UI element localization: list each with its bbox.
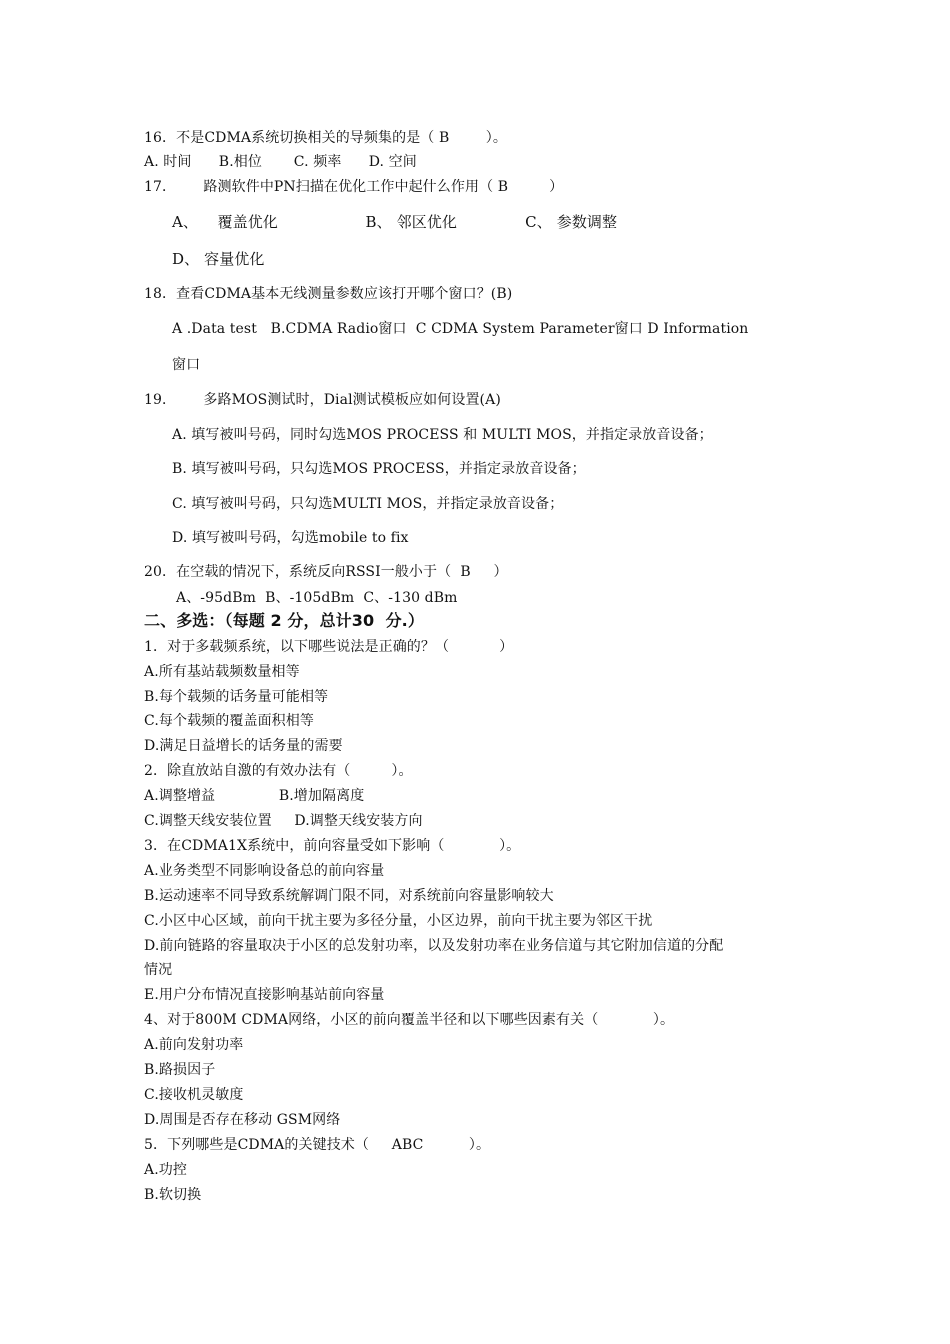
mc-question-1-text: 1．对于多载频系统，以下哪些说法是正确的？（ ） xyxy=(144,639,514,655)
mc-question-3-option-a: A.业务类型不同影响设备总的前向容量 xyxy=(144,863,385,879)
question-19-option-c: C. 填写被叫号码，只勾选MULTI MOS，并指定录放音设备； xyxy=(172,496,564,512)
mc-question-1-option-b: B.每个载频的话务量可能相等 xyxy=(144,689,329,705)
mc-question-3-option-b: B.运动速率不同导致系统解调门限不同，对系统前向容量影响较大 xyxy=(144,888,554,904)
mc-question-4-option-a: A.前向发射功率 xyxy=(144,1037,244,1053)
question-19-option-d: D. 填写被叫号码，勾选mobile to fix xyxy=(172,530,409,546)
question-18-options-row1: A .Data test B.CDMA Radio窗口 C CDMA System Parameter窗口 D Information xyxy=(172,321,749,337)
mc-question-4-option-b: B.路损因子 xyxy=(144,1062,216,1078)
mc-question-3-option-d-line1: D.前向链路的容量取决于小区的总发射功率，以及发射功率在业务信道与其它附加信道的分配 xyxy=(144,938,724,954)
question-19-option-a: A. 填写被叫号码，同时勾选MOS PROCESS 和 MULTI MOS，并指定录放音设备； xyxy=(172,427,713,443)
mc-question-2-options-cd: C.调整天线安装位置 D.调整天线安装方向 xyxy=(144,813,423,829)
mc-question-3-text: 3．在CDMA1X系统中，前向容量受如下影响（ ）。 xyxy=(144,838,521,854)
mc-question-5-option-b: B.软切换 xyxy=(144,1187,202,1203)
mc-question-5-text: 5．下列哪些是CDMA的关键技术（ ABC ）。 xyxy=(144,1137,491,1153)
mc-question-4-option-c: C.接收机灵敏度 xyxy=(144,1087,244,1103)
mc-question-4-text: 4、对于800M CDMA网络，小区的前向覆盖半径和以下哪些因素有关（ ）。 xyxy=(144,1012,675,1028)
mc-question-3-option-e: E.用户分布情况直接影响基站前向容量 xyxy=(144,987,385,1003)
mc-question-2-text: 2．除直放站自激的有效办法有（ ）。 xyxy=(144,763,413,779)
question-18-text: 18．查看CDMA基本无线测量参数应该打开哪个窗口？(B) xyxy=(144,286,513,302)
section-heading-multiple-choice: 二、多选：（每题 2 分，总计30 分.） xyxy=(144,611,424,630)
question-19-option-b: B. 填写被叫号码，只勾选MOS PROCESS，并指定录放音设备； xyxy=(172,461,586,477)
question-17-options-row1: A、 覆盖优化 B、 邻区优化 C、 参数调整 xyxy=(172,213,618,231)
mc-question-4-option-d: D.周围是否存在移动 GSM网络 xyxy=(144,1112,341,1128)
question-16-text: 16．不是CDMA系统切换相关的导频集的是（ B ）。 xyxy=(144,130,507,146)
question-17-options-row2: D、 容量优化 xyxy=(172,250,265,268)
mc-question-5-option-a: A.功控 xyxy=(144,1162,187,1178)
mc-question-2-options-ab: A.调整增益 B.增加隔离度 xyxy=(144,788,365,804)
question-20-options: A、-95dBm B、-105dBm C、-130 dBm xyxy=(176,590,458,606)
question-18-options-row2: 窗口 xyxy=(172,357,201,373)
question-19-text: 19． 多路MOS测试时，Dial测试模板应如何设置(A) xyxy=(144,392,501,408)
question-17-text: 17． 路测软件中PN扫描在优化工作中起什么作用（ B ） xyxy=(144,179,564,195)
question-16-options: A. 时间 B.相位 C. 频率 D. 空间 xyxy=(144,154,417,170)
question-20-text: 20．在空载的情况下，系统反向RSSI一般小于（ B ） xyxy=(144,564,508,580)
mc-question-3-option-d-line2: 情况 xyxy=(144,962,173,978)
mc-question-1-option-a: A.所有基站载频数量相等 xyxy=(144,664,300,680)
mc-question-1-option-c: C.每个载频的覆盖面积相等 xyxy=(144,713,314,729)
mc-question-3-option-c: C.小区中心区域，前向干扰主要为多径分量，小区边界，前向干扰主要为邻区干扰 xyxy=(144,913,653,929)
mc-question-1-option-d: D.满足日益增长的话务量的需要 xyxy=(144,738,343,754)
